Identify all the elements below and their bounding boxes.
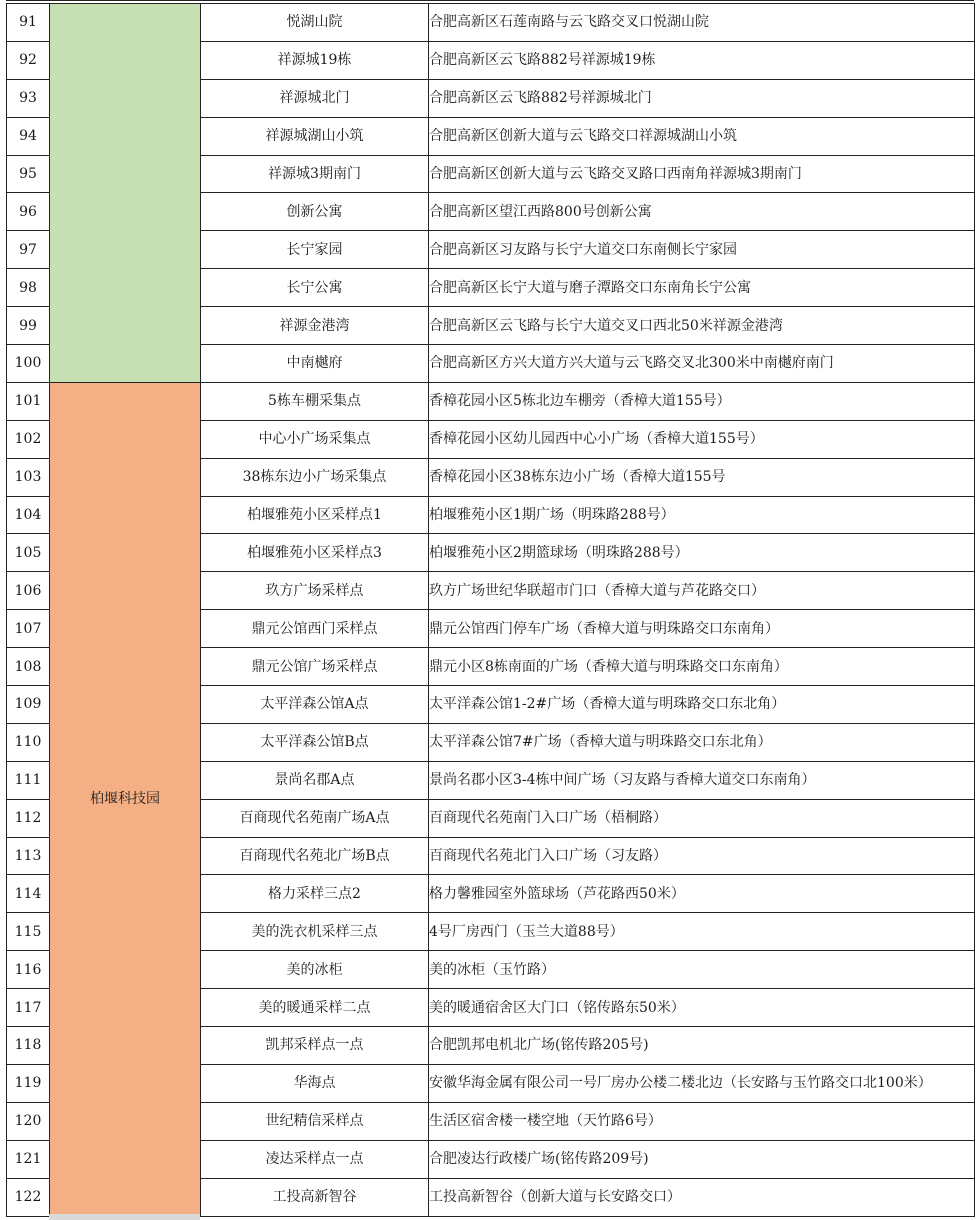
address-cell[interactable]: 鼎元小区8栋南面的广场（香樟大道与明珠路交口东南角） <box>429 648 975 686</box>
site-name-cell[interactable]: 中心小广场采集点 <box>201 420 429 458</box>
address-cell[interactable]: 合肥高新区习友路与长宁大道交口东南侧长宁家园 <box>429 231 975 269</box>
address-cell[interactable]: 合肥高新区创新大道与云飞路交叉路口西南角祥源城3期南门 <box>429 155 975 193</box>
site-name-cell[interactable]: 创新公寓 <box>201 193 429 231</box>
address-cell[interactable]: 鼎元公馆西门停车广场（香樟大道与明珠路交口东南角） <box>429 610 975 648</box>
site-name-cell[interactable]: 太平洋森公馆A点 <box>201 686 429 724</box>
address-cell[interactable]: 美的冰柜（玉竹路） <box>429 951 975 989</box>
site-name-cell[interactable]: 华海点 <box>201 1064 429 1102</box>
site-name-cell[interactable]: 悦湖山院 <box>201 4 429 42</box>
site-name-cell[interactable]: 柏堰雅苑小区采样点1 <box>201 496 429 534</box>
address-cell[interactable]: 玖方广场世纪华联超市门口（香樟大道与芦花路交口） <box>429 572 975 610</box>
site-name-cell[interactable]: 祥源城湖山小筑 <box>201 117 429 155</box>
site-name-cell[interactable]: 祥源城北门 <box>201 79 429 117</box>
sampling-points-table <box>6 3 975 1217</box>
site-name-cell[interactable]: 格力采样三点2 <box>201 875 429 913</box>
site-name-cell[interactable]: 美的洗衣机采样三点 <box>201 913 429 951</box>
row-number-cell[interactable]: 114 <box>7 875 50 913</box>
address-cell[interactable]: 太平洋森公馆1-2#广场（香樟大道与明珠路交口东北角） <box>429 686 975 724</box>
row-number-cell[interactable]: 102 <box>7 420 50 458</box>
site-name-cell[interactable]: 凯邦采样点一点 <box>201 1027 429 1065</box>
row-number-cell[interactable]: 98 <box>7 269 50 307</box>
row-number-cell[interactable]: 115 <box>7 913 50 951</box>
address-cell[interactable]: 香樟花园小区38栋东边小广场（香樟大道155号 <box>429 458 975 496</box>
address-cell[interactable]: 百商现代名苑北门入口广场（习友路） <box>429 837 975 875</box>
row-number-cell[interactable]: 107 <box>7 610 50 648</box>
row-number-cell[interactable]: 119 <box>7 1064 50 1102</box>
address-cell[interactable]: 合肥高新区望江西路800号创新公寓 <box>429 193 975 231</box>
address-cell[interactable]: 安徽华海金属有限公司一号厂房办公楼二楼北边（长安路与玉竹路交口北100米） <box>429 1064 975 1102</box>
row-number-cell[interactable]: 94 <box>7 117 50 155</box>
address-cell[interactable]: 百商现代名苑南门入口广场（梧桐路） <box>429 799 975 837</box>
next-group-cell-edge <box>49 1214 200 1220</box>
address-cell[interactable]: 合肥高新区石莲南路与云飞路交叉口悦湖山院 <box>429 4 975 42</box>
row-number-cell[interactable]: 105 <box>7 534 50 572</box>
address-cell[interactable]: 合肥高新区云飞路882号祥源城19栋 <box>429 41 975 79</box>
group-cell[interactable]: 柏堰科技园 <box>50 382 201 1216</box>
row-number-cell[interactable]: 103 <box>7 458 50 496</box>
site-name-cell[interactable]: 38栋东边小广场采集点 <box>201 458 429 496</box>
table-row <box>7 4 975 42</box>
row-number-cell[interactable]: 116 <box>7 951 50 989</box>
row-number-cell[interactable]: 121 <box>7 1140 50 1178</box>
site-name-cell[interactable]: 太平洋森公馆B点 <box>201 723 429 761</box>
row-number-cell[interactable]: 108 <box>7 648 50 686</box>
address-cell[interactable]: 合肥高新区云飞路882号祥源城北门 <box>429 79 975 117</box>
site-name-cell[interactable]: 祥源金港湾 <box>201 307 429 345</box>
site-name-cell[interactable]: 世纪精信采样点 <box>201 1102 429 1140</box>
address-cell[interactable]: 合肥高新区长宁大道与磨子潭路交口东南角长宁公寓 <box>429 269 975 307</box>
address-cell[interactable]: 工投高新智谷（创新大道与长安路交口） <box>429 1178 975 1216</box>
address-cell[interactable]: 柏堰雅苑小区1期广场（明珠路288号） <box>429 496 975 534</box>
site-name-cell[interactable]: 长宁公寓 <box>201 269 429 307</box>
site-name-cell[interactable]: 百商现代名苑北广场B点 <box>201 837 429 875</box>
row-number-cell[interactable]: 118 <box>7 1027 50 1065</box>
site-name-cell[interactable]: 百商现代名苑南广场A点 <box>201 799 429 837</box>
row-number-cell[interactable]: 96 <box>7 193 50 231</box>
row-number-cell[interactable]: 91 <box>7 4 50 42</box>
site-name-cell[interactable]: 祥源城19栋 <box>201 41 429 79</box>
site-name-cell[interactable]: 凌达采样点一点 <box>201 1140 429 1178</box>
address-cell[interactable]: 景尚名郡小区3-4栋中间广场（习友路与香樟大道交口东南角） <box>429 761 975 799</box>
row-number-cell[interactable]: 109 <box>7 686 50 724</box>
site-name-cell[interactable]: 玖方广场采样点 <box>201 572 429 610</box>
site-name-cell[interactable]: 5栋车棚采集点 <box>201 382 429 420</box>
site-name-cell[interactable]: 美的冰柜 <box>201 951 429 989</box>
address-cell[interactable]: 合肥凌达行政楼广场(铭传路209号) <box>429 1140 975 1178</box>
row-number-cell[interactable]: 95 <box>7 155 50 193</box>
row-number-cell[interactable]: 100 <box>7 345 50 383</box>
row-number-cell[interactable]: 104 <box>7 496 50 534</box>
site-name-cell[interactable]: 柏堰雅苑小区采样点3 <box>201 534 429 572</box>
site-name-cell[interactable]: 鼎元公馆西门采样点 <box>201 610 429 648</box>
row-number-cell[interactable]: 99 <box>7 307 50 345</box>
site-name-cell[interactable]: 鼎元公馆广场采样点 <box>201 648 429 686</box>
row-number-cell[interactable]: 97 <box>7 231 50 269</box>
address-cell[interactable]: 合肥高新区方兴大道方兴大道与云飞路交叉北300米中南樾府南门 <box>429 345 975 383</box>
address-cell[interactable]: 香樟花园小区幼儿园西中心小广场（香樟大道155号） <box>429 420 975 458</box>
address-cell[interactable]: 合肥高新区创新大道与云飞路交口祥源城湖山小筑 <box>429 117 975 155</box>
address-cell[interactable]: 太平洋森公馆7#广场（香樟大道与明珠路交口东北角） <box>429 723 975 761</box>
address-cell[interactable]: 4号厂房西门（玉兰大道88号） <box>429 913 975 951</box>
address-cell[interactable]: 香樟花园小区5栋北边车棚旁（香樟大道155号） <box>429 382 975 420</box>
row-number-cell[interactable]: 101 <box>7 382 50 420</box>
row-number-cell[interactable]: 106 <box>7 572 50 610</box>
address-cell[interactable]: 格力馨雅园室外篮球场（芦花路西50米） <box>429 875 975 913</box>
row-number-cell[interactable]: 92 <box>7 41 50 79</box>
address-cell[interactable]: 合肥凯邦电机北广场(铭传路205号) <box>429 1027 975 1065</box>
address-cell[interactable]: 生活区宿舍楼一楼空地（天竹路6号） <box>429 1102 975 1140</box>
site-name-cell[interactable]: 工投高新智谷 <box>201 1178 429 1216</box>
row-number-cell[interactable]: 113 <box>7 837 50 875</box>
row-number-cell[interactable]: 112 <box>7 799 50 837</box>
group-cell[interactable] <box>50 4 201 383</box>
site-name-cell[interactable]: 长宁家园 <box>201 231 429 269</box>
address-cell[interactable]: 美的暖通宿舍区大门口（铭传路东50米） <box>429 989 975 1027</box>
next-row-edge <box>6 1214 974 1220</box>
row-number-cell[interactable]: 93 <box>7 79 50 117</box>
site-name-cell[interactable]: 美的暖通采样二点 <box>201 989 429 1027</box>
address-cell[interactable]: 柏堰雅苑小区2期篮球场（明珠路288号） <box>429 534 975 572</box>
site-name-cell[interactable]: 中南樾府 <box>201 345 429 383</box>
table-body <box>7 4 975 1217</box>
table-row <box>7 382 975 420</box>
row-number-cell[interactable]: 117 <box>7 989 50 1027</box>
site-name-cell[interactable]: 祥源城3期南门 <box>201 155 429 193</box>
row-number-cell[interactable]: 111 <box>7 761 50 799</box>
row-number-cell[interactable]: 122 <box>7 1178 50 1216</box>
site-name-cell[interactable]: 景尚名郡A点 <box>201 761 429 799</box>
row-number-cell[interactable]: 120 <box>7 1102 50 1140</box>
address-cell[interactable]: 合肥高新区云飞路与长宁大道交叉口西北50米祥源金港湾 <box>429 307 975 345</box>
row-number-cell[interactable]: 110 <box>7 723 50 761</box>
